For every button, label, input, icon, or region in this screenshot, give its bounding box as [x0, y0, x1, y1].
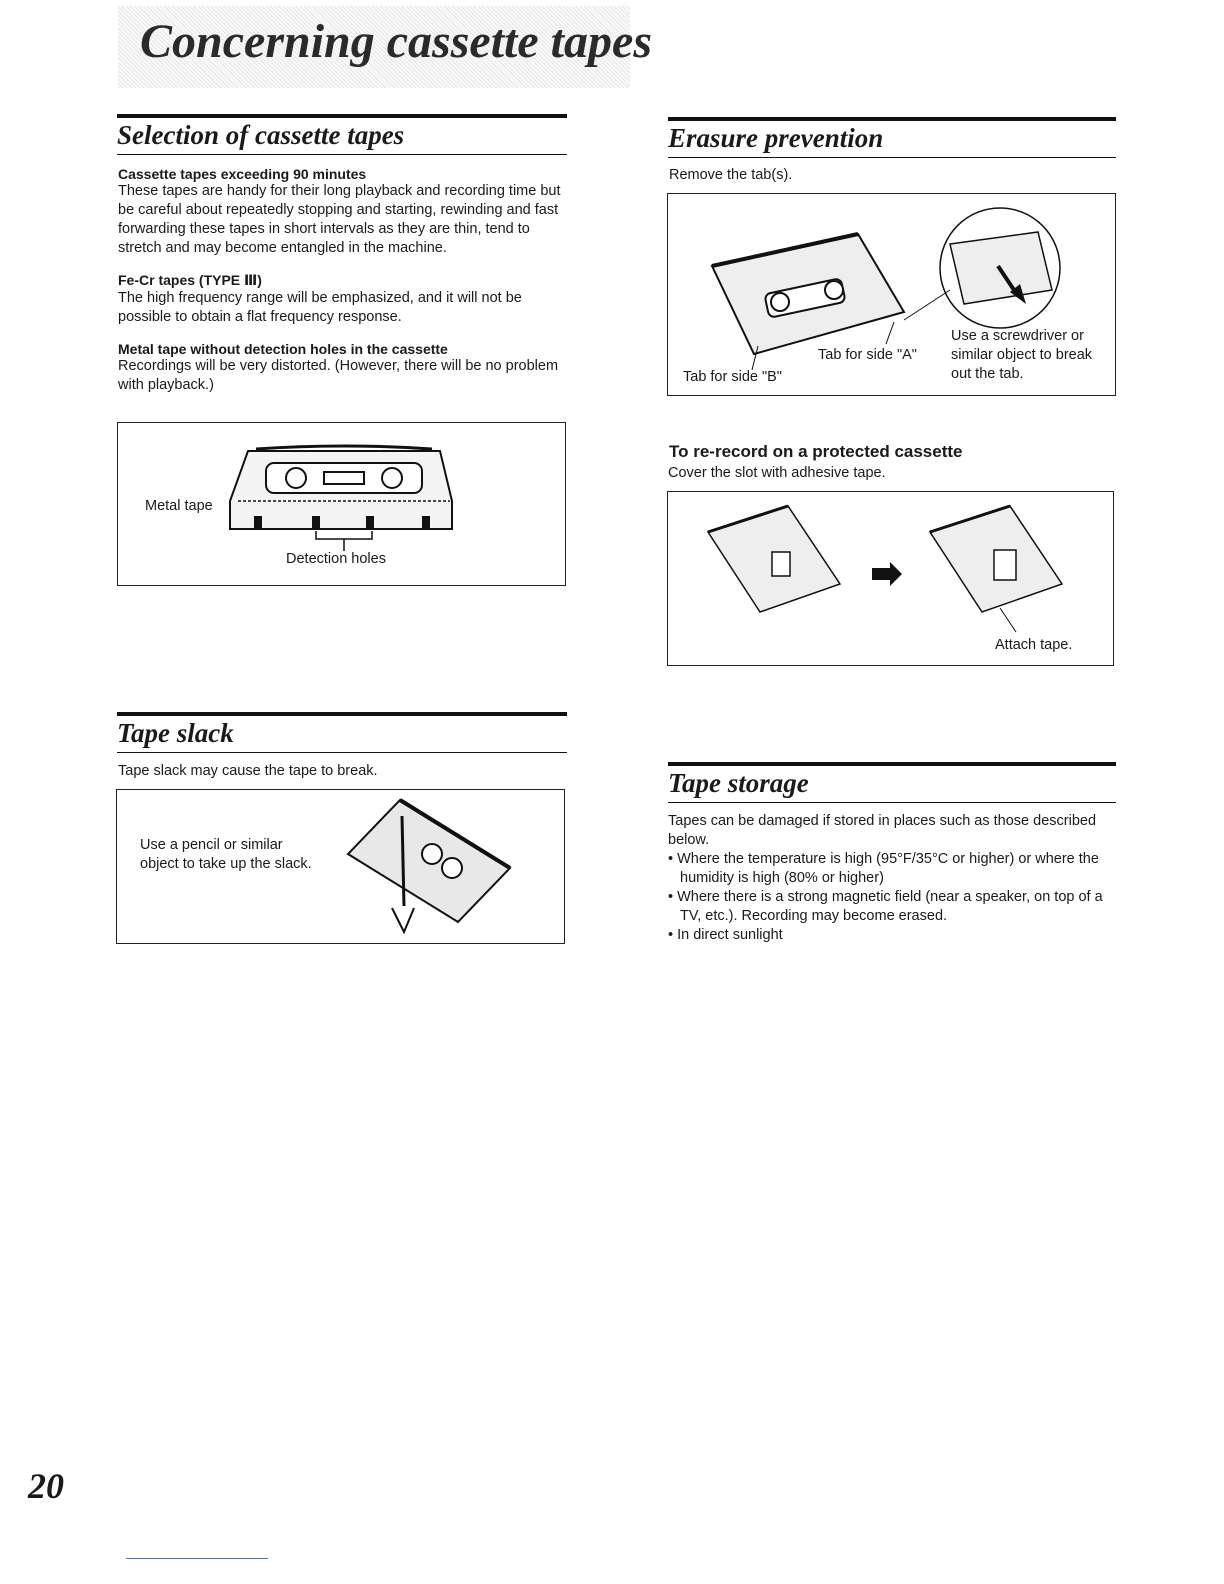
- storage-bullet-sunlight: • In direct sunlight: [668, 927, 783, 943]
- slack-instruction: Use a pencil or similar object to take up the slack.: [140, 837, 312, 872]
- subheading-fecr: Fe-Cr tapes (TYPE Ⅲ): [118, 272, 262, 288]
- para-long-tapes: These tapes are handy for their long playback and recording time but be careful about repeatedly stopping and starting, rewinding and fast forwarding these tapes in short intervals as they are thin, tend to stretch and may become entangled in the machine.: [118, 183, 561, 256]
- tab-a-label: Tab for side "A": [818, 347, 917, 363]
- para-fecr: The high frequency range will be emphasized, and it will not be possible to obtain a flat frequency response.: [118, 290, 522, 325]
- page-number: 20: [28, 1466, 64, 1506]
- pencil-cassette-icon: [342, 796, 517, 938]
- erasure-intro: Remove the tab(s).: [669, 167, 793, 183]
- selection-heading: Selection of cassette tapes: [117, 114, 567, 155]
- rerecord-figure: [667, 491, 1114, 666]
- footer-rule: [126, 1558, 268, 1559]
- rerecord-text: Cover the slot with adhesive tape.: [668, 465, 886, 481]
- screwdriver-note: Use a screwdriver or similar object to break out the tab.: [951, 328, 1093, 382]
- storage-heading: Tape storage: [668, 762, 1116, 803]
- metal-tape-label: Metal tape: [145, 498, 213, 514]
- storage-bullet-magnetic: • Where there is a strong magnetic field (near a speaker, on top of a TV, etc.). Recording may become erased.: [668, 889, 1103, 924]
- rerecord-heading: To re-record on a protected cassette: [669, 442, 963, 461]
- erasure-heading: Erasure prevention: [668, 117, 1116, 158]
- storage-body: [668, 812, 1116, 945]
- detection-holes-label: Detection holes: [286, 551, 386, 567]
- page-title: Concerning cassette tapes: [140, 15, 652, 68]
- storage-bullet-temperature: • Where the temperature is high (95°F/35°C or higher) or where the humidity is high (80% or higher): [668, 851, 1099, 886]
- attach-tape-label: Attach tape.: [995, 637, 1073, 653]
- storage-intro: Tapes can be damaged if stored in places such as those described below.: [668, 813, 1097, 848]
- slack-heading: Tape slack: [117, 712, 567, 753]
- para-metal: Recordings will be very distorted. (However, there will be no problem with playback.): [118, 358, 559, 393]
- subheading-long-tapes: Cassette tapes exceeding 90 minutes: [118, 166, 367, 182]
- erasure-figure: [667, 193, 1116, 396]
- selection-body: [118, 166, 568, 395]
- slack-text: Tape slack may cause the tape to break.: [118, 763, 378, 779]
- subheading-metal: Metal tape without detection holes in the cassette: [118, 341, 448, 357]
- metal-cassette-icon: [226, 441, 462, 551]
- slack-figure: [116, 789, 565, 944]
- tab-b-label: Tab for side "B": [683, 369, 782, 385]
- metal-tape-figure: [117, 422, 566, 586]
